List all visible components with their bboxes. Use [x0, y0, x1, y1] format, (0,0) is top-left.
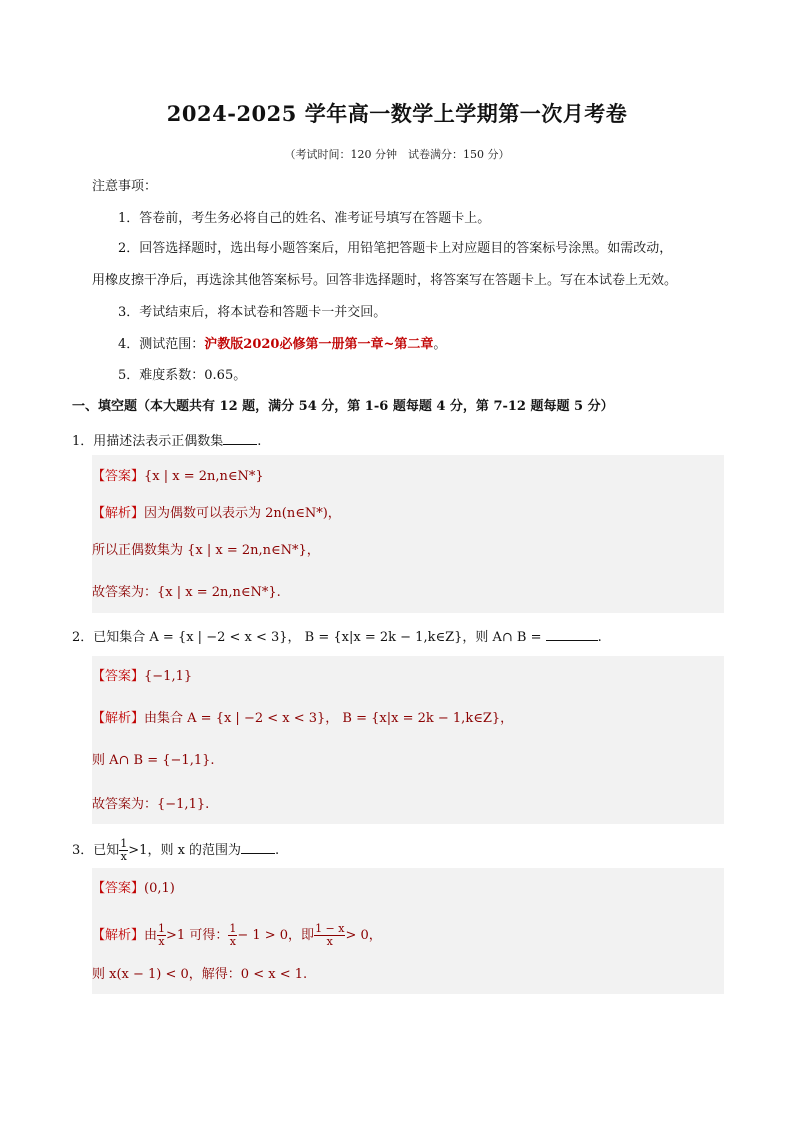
answer-tag: 【答案】 — [92, 469, 145, 484]
fraction: $\frac{1}{x}$ — [158, 922, 166, 948]
question-2-analysis-1 — [92, 710, 513, 728]
section-heading: 一、填空题（本大题共有 12 题，满分 54 分，第 1-6 题每题 4 分，第 7-12 题每题 5 分） — [72, 399, 614, 414]
analysis-text: > 0， — [345, 928, 382, 943]
question-1-analysis-1 — [92, 505, 341, 523]
notice-item-4-suffix: 。 — [433, 337, 447, 352]
exam-subtitle: （考试时间：120 分钟 试卷满分：150 分） — [284, 148, 510, 161]
notice-heading: 注意事项： — [92, 179, 158, 194]
analysis-text: >1 可得： — [166, 928, 229, 943]
answer-tag: 【答案】 — [92, 881, 145, 896]
question-1-answer — [92, 468, 264, 486]
question-2-stem — [72, 626, 602, 647]
analysis-text: 由集合 A = {x | −2 < x < 3}， B = {x|x = 2k − 1,k∈Z}， — [144, 711, 514, 726]
analysis-text: 因为偶数可以表示为 2n(n∈N*)， — [144, 506, 341, 521]
answer-tag: 【答案】 — [92, 669, 145, 684]
notice-item-4 — [118, 336, 446, 354]
question-2-text: 2．已知集合 A = {x | −2 < x < 3}， B = {x|x = 2k − 1,k∈Z}，则 A∩ B = — [72, 630, 542, 645]
analysis-text: 由 — [144, 928, 158, 943]
test-range: 沪教版2020必修第一册第一章~第二章 — [204, 337, 434, 352]
question-3-text-b: >1，则 x 的范围为 — [128, 843, 242, 858]
notice-item-1: 1．答卷前，考生务必将自己的姓名、准考证号填写在答题卡上。 — [118, 211, 491, 226]
analysis-tag: 【解析】 — [92, 711, 145, 726]
analysis-text: − 1 > 0，即 — [237, 928, 315, 943]
fraction: $\frac{1}{x}$ — [229, 922, 237, 948]
notice-item-2a: 2．回答选择题时，选出每小题答案后，用铅笔把答题卡上对应题目的答案标号涂黑。如需改动， — [118, 241, 673, 256]
fraction: $\frac{1}{x}$ — [120, 837, 128, 863]
page-title: 2024-2025 学年高一数学上学期第一次月考卷 — [166, 101, 628, 126]
answer-blank — [546, 626, 598, 641]
question-3-text: 3．已知 — [72, 843, 120, 858]
question-3-analysis-2: 则 x(x − 1) < 0，解得：0 < x < 1. — [92, 967, 308, 982]
question-2-end: . — [597, 630, 602, 645]
question-2-analysis-3: 故答案为：{−1,1}. — [92, 797, 210, 812]
answer-blank — [223, 430, 257, 445]
analysis-tag: 【解析】 — [92, 928, 145, 943]
question-3-answer — [92, 880, 175, 898]
question-3-analysis-1 — [92, 923, 382, 948]
notice-item-3: 3．考试结束后，将本试卷和答题卡一并交回。 — [118, 305, 387, 320]
notice-item-2b: 用橡皮擦干净后，再选涂其他答案标号。回答非选择题时，将答案写在答题卡上。写在本试卷上无效。 — [92, 273, 678, 288]
answer-blank — [241, 839, 275, 854]
notice-item-4-prefix: 4．测试范围： — [118, 337, 205, 352]
fraction: $\frac{1 - x}{x}$ — [315, 922, 345, 948]
question-1-stem — [72, 430, 261, 451]
question-2-answer — [92, 668, 192, 686]
question-3-end: . — [275, 843, 280, 858]
question-1-end: . — [257, 434, 262, 449]
analysis-tag: 【解析】 — [92, 506, 145, 521]
question-1-analysis-2: 所以正偶数集为 {x | x = 2n,n∈N*}， — [92, 543, 320, 558]
notice-item-5: 5．难度系数：0.65。 — [118, 368, 247, 383]
answer-value: (0,1) — [144, 881, 175, 896]
question-1-analysis-3: 故答案为：{x | x = 2n,n∈N*}. — [92, 585, 281, 600]
question-1-text: 1．用描述法表示正偶数集 — [72, 434, 224, 449]
answer-value: {x | x = 2n,n∈N*} — [144, 469, 264, 484]
question-3-stem — [72, 838, 279, 863]
answer-value: {−1,1} — [144, 669, 193, 684]
question-2-analysis-2: 则 A∩ B = {−1,1}. — [92, 753, 215, 768]
